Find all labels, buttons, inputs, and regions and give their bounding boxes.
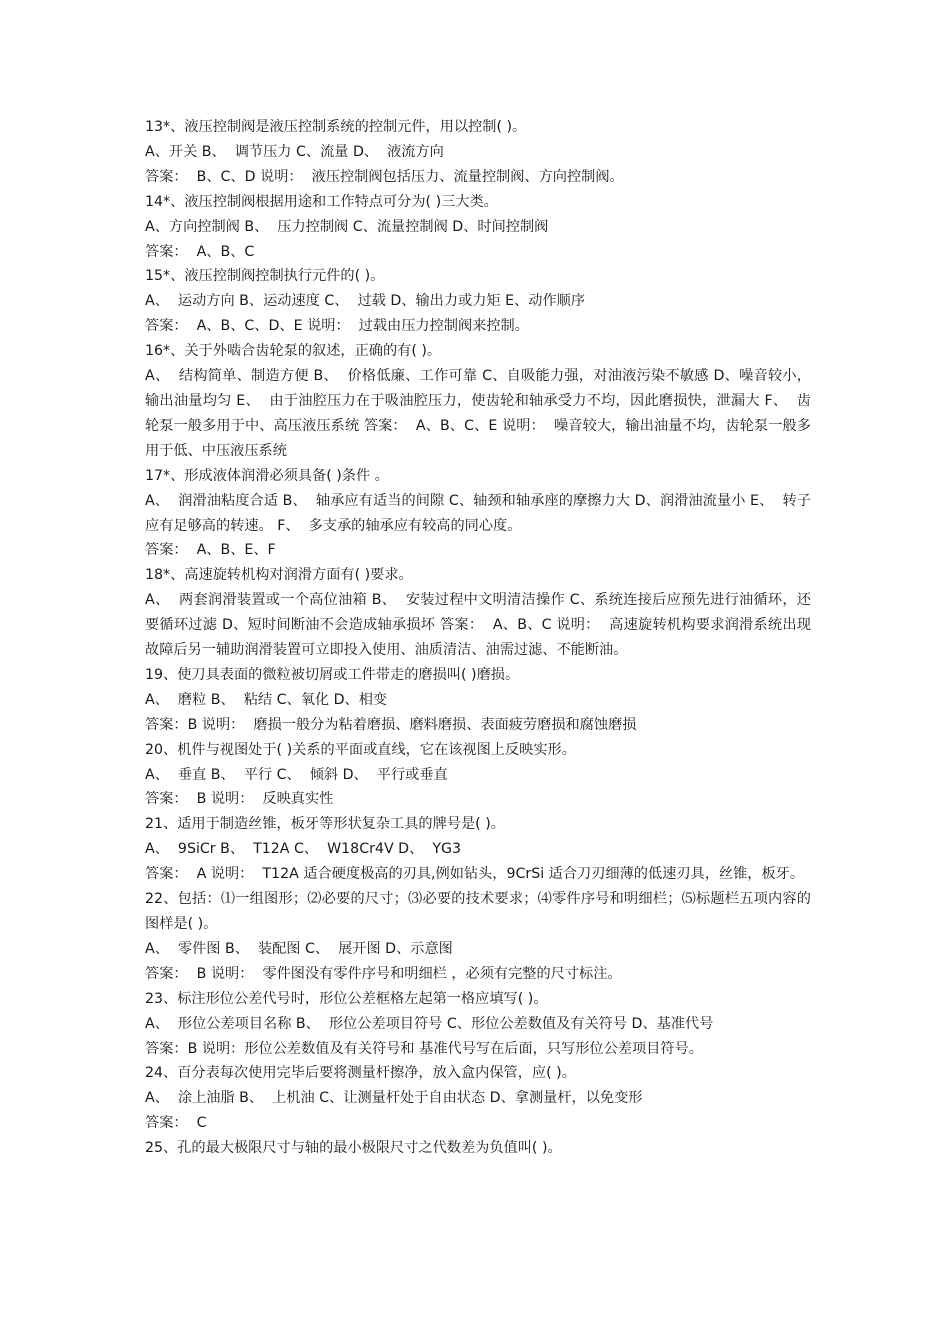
question-25-stem: 25、孔的最大极限尺寸与轴的最小极限尺寸之代数差为负值叫( )。	[145, 1140, 562, 1157]
question-19-stem: 19、使刀具表面的微粒被切屑或工件带走的磨损叫( )磨损。	[145, 666, 520, 683]
question-20-answer: 答案： B 说明： 反映真实性	[145, 791, 334, 808]
question-21-stem: 21、适用于制造丝锥，板牙等形状复杂工具的牌号是( )。	[145, 816, 505, 833]
question-24-answer: 答案： C	[145, 1115, 207, 1132]
question-15-options: A、 运动方向 B、运动速度 C、 过载 D、输出力或力矩 E、动作顺序	[145, 293, 586, 310]
question-17-stem: 17*、形成液体润滑必须具备( )条件 。	[145, 467, 389, 484]
question-22-options: A、 零件图 B、 装配图 C、 展开图 D、示意图	[145, 940, 453, 957]
question-14-options: A、方向控制阀 B、 压力控制阀 C、流量控制阀 D、时间控制阀	[145, 218, 549, 235]
document-body	[145, 115, 811, 1161]
question-17-answer: 答案： A、B、E、F	[145, 542, 276, 559]
question-15-stem: 15*、液压控制阀控制执行元件的( )。	[145, 268, 385, 285]
question-23-stem: 23、标注形位公差代号时，形位公差框格左起第一格应填写( )。	[145, 990, 548, 1007]
question-16-stem: 16*、关于外啮合齿轮泵的叙述，正确的有( )。	[145, 343, 442, 360]
question-13-options: A、开关 B、 调节压力 C、流量 D、 液流方向	[145, 143, 444, 160]
question-19-options: A、 磨粒 B、 粘结 C、氧化 D、相变	[145, 691, 388, 708]
question-24-stem: 24、百分表每次使用完毕后要将测量杆擦净，放入盒内保管，应( )。	[145, 1065, 576, 1082]
question-21-answer: 答案： A 说明： T12A 适合硬度极高的刃具,例如钻头，9CrSi 适合刀刃细薄的低速刃具，丝锥，板牙。	[145, 866, 805, 883]
question-13-stem: 13*、液压控制阀是液压控制系统的控制元件，用以控制( )。	[145, 119, 527, 135]
question-15-answer: 答案： A、B、C、D、E 说明： 过载由压力控制阀来控制。	[145, 318, 529, 335]
question-22-stem: 22、包括：⑴一组图形；⑵必要的尺寸；⑶必要的技术要求；⑷零件序号和明细栏；⑸标题栏五项内容的图样是( )。	[145, 891, 811, 932]
question-23-options: A、 形位公差项目名称 B、 形位公差项目符号 C、形位公差数值及有关符号 D、基准代号	[145, 1015, 714, 1032]
question-14-stem: 14*、液压控制阀根据用途和工作特点可分为( )三大类。	[145, 193, 498, 210]
question-14-answer: 答案： A、B、C	[145, 243, 255, 260]
question-17-options: A、 润滑油粘度合适 B、 轴承应有适当的间隙 C、轴颈和轴承座的摩擦力大 D、润滑油流量小 E、 转子应有足够高的转速。 F、 多支承的轴承应有较高的同心度。	[145, 492, 811, 534]
question-20-options: A、 垂直 B、 平行 C、 倾斜 D、 平行或垂直	[145, 766, 448, 783]
question-20-stem: 20、机件与视图处于( )关系的平面或直线，它在该视图上反映实形。	[145, 741, 576, 758]
question-13-answer: 答案： B、C、D 说明： 液压控制阀包括压力、流量控制阀、方向控制阀。	[145, 168, 624, 185]
question-21-options: A、 9SiCr B、 T12A C、 W18Cr4V D、 YG3	[145, 841, 462, 858]
question-18-stem: 18*、高速旋转机构对润滑方面有( )要求。	[145, 567, 413, 584]
question-18-options-answer: A、 两套润滑装置或一个高位油箱 B、 安装过程中文明清洁操作 C、系统连接后应预先进行油循环，还要循环过滤 D、短时间断油不会造成轴承损坏 答案： A、B、C 说明： 高速旋转机构要求润滑系统出现故障后另一辅助润滑装置可立即投入使用、油质清洁、油需过滤、不能断油。	[145, 592, 811, 659]
question-16-options-answer: A、 结构简单、制造方便 B、 价格低廉、工作可靠 C、自吸能力强，对油液污染不敏感 D、噪音较小，输出油量均匀 E、 由于油腔压力在于吸油腔压力，使齿轮和轴承受力不均，因此磨损快，泄漏大 F、 齿轮泵一般多用于中、高压液压系统 答案： A、B、C、E 说明： 噪音较大，输出油量不均，齿轮泵一般多用于低、中压液压系统	[145, 368, 811, 459]
question-23-answer: 答案：B 说明：形位公差数值及有关符号和 基准代号写在后面，只写形位公差项目符号。	[145, 1040, 703, 1057]
question-24-options: A、 涂上油脂 B、 上机油 C、让测量杆处于自由状态 D、拿测量杆，以免变形	[145, 1090, 643, 1107]
question-22-answer: 答案： B 说明： 零件图没有零件序号和明细栏 ，必须有完整的尺寸标注。	[145, 965, 622, 982]
question-19-answer: 答案：B 说明： 磨损一般分为粘着磨损、磨料磨损、表面疲劳磨损和腐蚀磨损	[145, 716, 637, 733]
